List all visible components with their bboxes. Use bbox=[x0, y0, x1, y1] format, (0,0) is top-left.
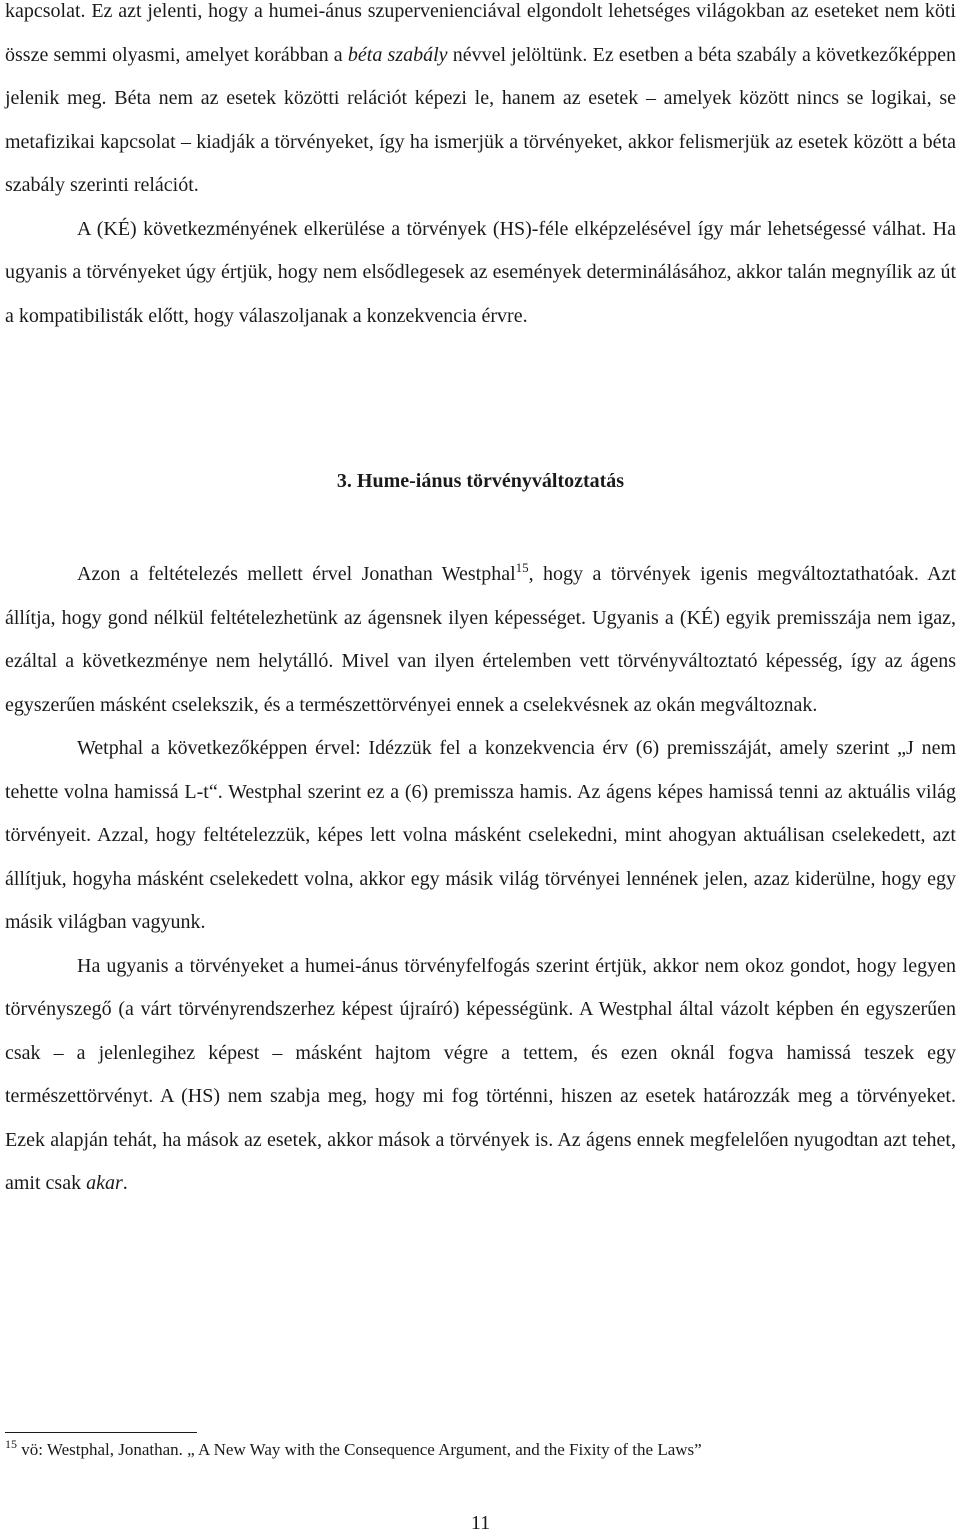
paragraph-intro-part2: névvel jelöltünk. Ez esetben a béta szabály a következőképpen jelenik meg. Béta nem az esetek közötti relációt képezi le, hanem az esetek – amelyek között nincs se logikai, se metafizikai kapcsolat – kiadják a törvényeket, így ha ismerjük a törvényeket, akkor felismerjük az esetek között a béta szabály szerinti relációt. bbox=[5, 43, 956, 196]
footnote-text: vö: Westphal, Jonathan. „ A New Way with the Consequence Argument, and the Fixity of the Laws” bbox=[17, 1440, 702, 1459]
paragraph-3-part2: , hogy a törvények igenis megváltoztathatóak. Azt állítja, hogy gond nélkül feltételezhetünk az ágensnek ilyen képességet. Ugyanis a (KÉ) egyik premisszája nem igaz, ezáltal a következménye nem helytálló. Mivel van ilyen értelemben vett törvényváltoztató képesség, így az ágens egyszerűen másként cselekszik, és a természettörvényei ennek a cselekvésnek az okán megváltoznak. bbox=[5, 563, 957, 716]
paragraph-5-part1: Ha ugyanis a törvényeket a humei-ánus törvényfelfogás szerint értjük, akkor nem okoz gondot, hogy legyen törvényszegő (a várt törvényrendszerhez képest újraíró) képességünk. A Westphal által vázolt képben én egyszerűen csak – a jelenlegihez képest – másként hajtom végre a tettem, és ezen oknál fogva hamissá teszek egy természettörvényt. A (HS) nem szabja meg, hogy mi fog történni, hiszen az esetek határozzák meg a törvényeket. Ezek alapján tehát, ha mások az esetek, akkor mások a törvények is. Az ágens ennek megfelelően nyugodtan azt tehet, amit csak bbox=[5, 954, 956, 1194]
paragraph-intro bbox=[5, 0, 956, 208]
text-block-intro bbox=[5, 0, 956, 338]
footnote bbox=[5, 1438, 956, 1462]
section-heading: 3. Hume-iánus törvényváltoztatás bbox=[336, 470, 625, 492]
paragraph-5-emphasis: akar bbox=[86, 1172, 123, 1194]
text-block-section-3 bbox=[5, 553, 956, 1206]
paragraph-3-part1: Azon a feltételezés mellett érvel Jonathan Westphal bbox=[77, 563, 516, 585]
footnote-divider bbox=[5, 1432, 197, 1433]
footnote-number: 15 bbox=[5, 1437, 17, 1451]
paragraph-3 bbox=[5, 553, 956, 727]
footnote-reference: 15 bbox=[515, 560, 529, 575]
paragraph-intro-part1: kapcsolat. Ez azt jelenti, hogy a humei-ánus szupervenienciával elgondolt lehetséges világokban az eseteket nem köti össze semmi olyasmi, amelyet korábban a bbox=[5, 0, 956, 66]
paragraph-2: A (KÉ) következményének elkerülése a törvények (HS)-féle elképzelésével így már lehetségessé válhat. Ha ugyanis a törvényeket úgy értjük, hogy nem elsődlegesek az események determinálásához, akkor talán megnyílik az út a kompatibilisták előtt, hogy válaszoljanak a konzekvencia érvre. bbox=[5, 217, 956, 327]
paragraph-intro-emphasis: béta szabály bbox=[347, 43, 448, 66]
paragraph-5-part2: . bbox=[122, 1172, 128, 1194]
page-number: 11 bbox=[470, 1512, 491, 1534]
paragraph-4: Wetphal a következőképpen érvel: Idézzük fel a konzekvencia érv (6) premisszáját, amely szerint „J nem tehette volna hamissá L-t“. Westphal szerint ez a (6) premissza hamis. Az ágens képes hamissá tenni az aktuális világ törvényeit. Azzal, hogy feltételezzük, képes lett volna másként cselekedni, mint ahogyan aktuálisan cselekedett, azt állítjuk, hogyha másként cselekedett volna, akkor egy másik világ törvényei lennének jelen, azaz kiderülne, hogy egy másik világban vagyunk. bbox=[5, 737, 956, 933]
paragraph-5 bbox=[5, 945, 956, 1206]
